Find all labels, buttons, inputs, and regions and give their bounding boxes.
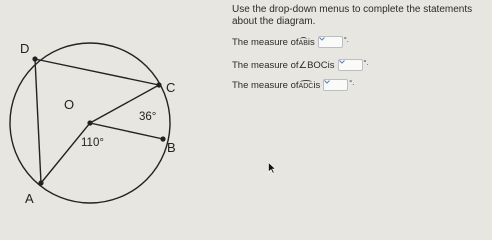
question-panel — [232, 4, 488, 91]
circle-diagram — [0, 0, 240, 207]
radius-oa — [41, 123, 90, 183]
arc-adc-symbol: ADC — [298, 82, 314, 90]
angle-boc-label: 36° — [139, 111, 157, 123]
question-arc-ab — [232, 36, 349, 48]
point-b — [160, 136, 165, 141]
question-prefix: The measure of — [232, 79, 299, 91]
question-prefix: The measure of — [232, 36, 299, 48]
angle-boc-symbol: ∠BOC — [298, 59, 328, 71]
chevron-down-icon — [339, 60, 345, 64]
question-mid: is — [327, 59, 335, 71]
degree-unit: °. — [349, 77, 355, 87]
chevron-down-icon — [324, 80, 330, 84]
label-a: A — [25, 191, 34, 206]
arc-adc-dropdown[interactable] — [323, 79, 348, 91]
instructions-line-1: Use the drop-down menus to complete the statements — [232, 4, 473, 15]
point-d — [32, 56, 37, 61]
chord-dc — [35, 59, 159, 85]
question-arc-adc — [232, 79, 354, 91]
degree-unit: °. — [363, 57, 369, 67]
label-b: B — [167, 140, 176, 155]
chord-da — [35, 59, 41, 183]
question-angle-boc — [232, 59, 369, 71]
point-a — [38, 180, 43, 185]
angle-boc-dropdown[interactable] — [338, 59, 363, 71]
instructions-line-2: about the diagram. — [232, 16, 316, 27]
point-o — [87, 120, 92, 125]
instructions — [232, 4, 488, 28]
question-prefix: The measure of — [232, 59, 299, 71]
question-mid: is — [307, 36, 315, 48]
chevron-down-icon — [319, 37, 325, 41]
arc-ab-dropdown[interactable] — [318, 36, 343, 48]
point-c — [156, 82, 161, 87]
label-d: D — [20, 41, 30, 56]
degree-unit: °. — [343, 34, 349, 44]
label-o: O — [64, 97, 75, 112]
angle-aob-label: 110° — [81, 137, 104, 149]
mouse-cursor-icon — [268, 162, 276, 174]
question-mid: is — [313, 79, 321, 91]
label-c: C — [166, 80, 176, 95]
arc-ab-symbol: AB — [298, 39, 308, 47]
